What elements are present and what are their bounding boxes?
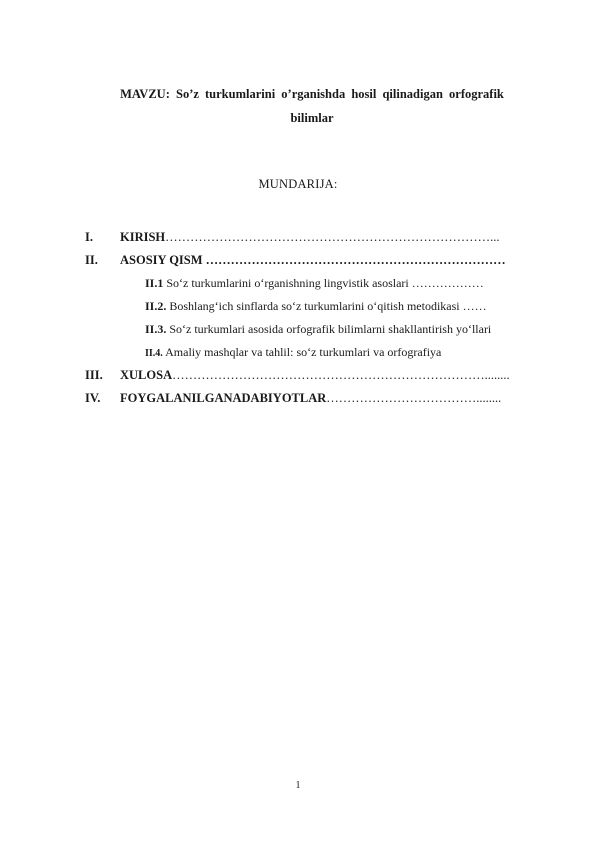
toc-entry-label — [120, 368, 510, 383]
title-line-1: MAVZU: So’z turkumlarini o’rganishda hosil qilinadigan orfografik — [120, 87, 504, 101]
toc-subentry-text: So‘z turkumlari asosida orfografik bilimlarni shakllantirish yo‘llari — [166, 322, 492, 336]
toc-entry-label — [120, 230, 500, 245]
toc-entry-dots: …………………………………………………………………........ — [172, 368, 510, 382]
toc-entry-xulosa — [85, 368, 560, 391]
table-of-contents — [85, 230, 560, 414]
toc-entry-number: III. — [85, 368, 103, 382]
toc-entry-title: FOYGALANILGANADABIYOTLAR — [120, 391, 327, 405]
toc-entry-number: I. — [85, 230, 93, 244]
toc-entry-number: II. — [85, 253, 98, 267]
toc-entry-dots: ……………………………………………………………… — [205, 253, 506, 267]
title-line-2: bilimlar — [290, 111, 334, 125]
toc-entry-title: ASOSIY QISM — [120, 253, 206, 267]
page-number: 1 — [295, 780, 301, 791]
toc-entry-dots: ………………………………........ — [326, 391, 502, 405]
toc-entry-title: KIRISH — [120, 230, 166, 244]
toc-subentry-text: So‘z turkumlarini o‘rganishning lingvistik asoslari ……………… — [163, 276, 484, 290]
toc-entry-label — [120, 253, 506, 268]
toc-subentry-text: Boshlang‘ich sinflarda so‘z turkumlarini o‘qitish metodikasi …… — [166, 299, 487, 313]
toc-heading: MUNDARIJA: — [258, 177, 338, 191]
toc-subentry-4 — [85, 345, 560, 368]
toc-subentry-1 — [85, 276, 560, 299]
toc-subentry-3 — [85, 322, 560, 345]
toc-subentry-code: II.1 — [145, 276, 164, 290]
toc-entry-foydalanilgan — [85, 391, 560, 414]
toc-entry-asosiy — [85, 253, 560, 276]
toc-subentry-code: II.2. — [145, 299, 167, 313]
document-title — [90, 82, 534, 130]
toc-subentry-text: Amaliy mashqlar va tahlil: so‘z turkumlari va orfografiya — [162, 345, 442, 359]
toc-subentry-code: II.3. — [145, 322, 167, 336]
toc-subentry-code: II.4. — [145, 348, 163, 359]
toc-entry-number: IV. — [85, 391, 101, 405]
toc-subentry-2 — [85, 299, 560, 322]
toc-entry-title: XULOSA — [120, 368, 173, 382]
toc-entry-kirish — [85, 230, 560, 253]
toc-entry-dots: ……………………………………………………………………... — [165, 230, 500, 244]
toc-entry-label — [120, 391, 501, 406]
